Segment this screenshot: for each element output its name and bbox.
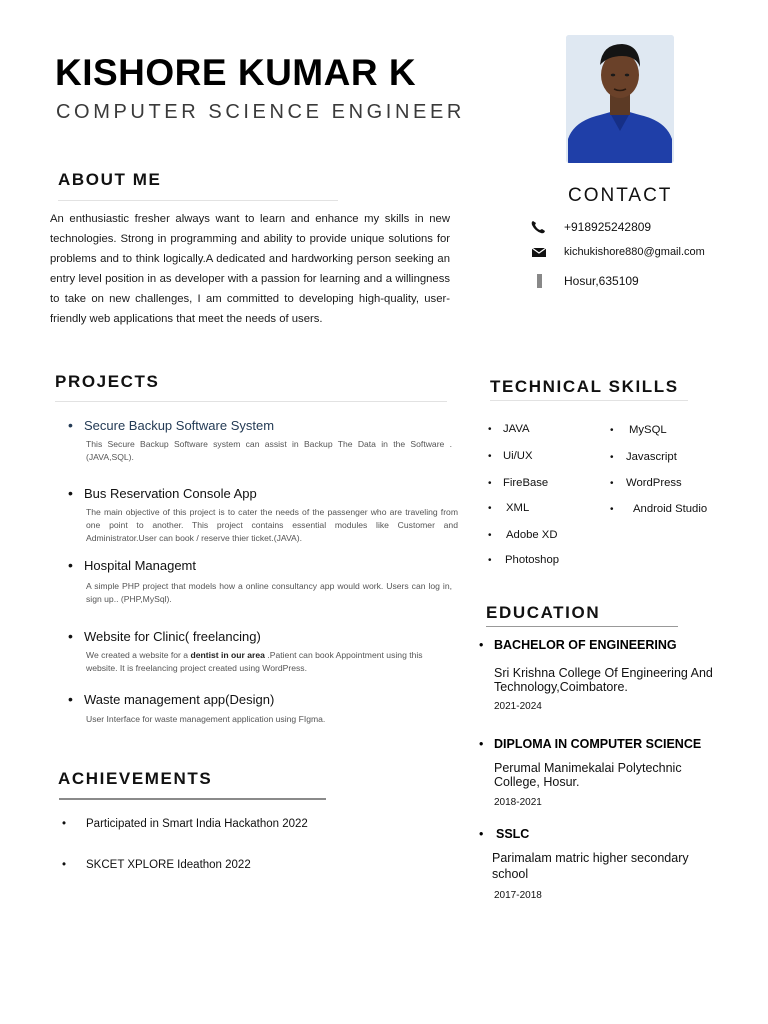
education-years: 2018-2021	[494, 797, 542, 808]
skill-item: • Javascript	[610, 451, 677, 463]
skill-label: MySQL	[629, 424, 667, 436]
project-name: • Secure Backup Software System	[68, 418, 448, 433]
project-name: • Website for Clinic( freelancing)	[68, 629, 448, 644]
education-school: Sri Krishna College Of Engineering And Technology,Coimbatore.	[494, 666, 713, 694]
skill-item: • Ui/UX	[488, 450, 533, 462]
project-name: • Waste management app(Design)	[68, 692, 448, 707]
skill-label: Android Studio	[633, 503, 708, 515]
contact-location-text: Hosur,635109	[564, 273, 639, 288]
skill-item: • JAVA	[488, 423, 530, 435]
project-desc-bold: dentist in our area	[190, 650, 265, 660]
project-item	[68, 629, 448, 675]
skill-item: • MySQL	[610, 424, 667, 436]
skill-item: • FireBase	[488, 477, 549, 489]
project-item	[68, 692, 448, 726]
project-desc: A simple PHP project that models how a online consultancy app would work. Users can log in, sign up.. (PHP,MySql).	[86, 581, 452, 604]
education-school: Parimalam matric higher secondary school	[492, 851, 689, 881]
skill-label: Adobe XD	[506, 529, 558, 541]
mail-icon	[530, 245, 548, 259]
project-name: • Hospital Managemt	[68, 558, 448, 573]
project-desc: User Interface for waste management application using FIgma.	[86, 714, 326, 724]
phone-icon	[530, 220, 548, 234]
projects-title: PROJECTS	[55, 372, 160, 391]
profile-photo-image	[566, 35, 674, 163]
education-degree-text: SSLC	[496, 827, 530, 841]
skill-label: FireBase	[503, 477, 549, 489]
skill-label: XML	[506, 502, 530, 514]
skill-item: • XML	[488, 502, 530, 514]
skills-divider	[490, 400, 688, 401]
project-name: • Bus Reservation Console App	[68, 486, 448, 501]
project-desc: The main objective of this project is to cater the needs of the passenger who are traveling from one point to another. This project contains essential modules like Customer and Administrator.User can book / reserve thier ticket.(JAVA).	[86, 507, 458, 543]
projects-divider	[55, 401, 447, 402]
education-years: 2021-2024	[494, 701, 542, 712]
skill-item: • Photoshop	[488, 554, 560, 566]
project-item	[68, 558, 452, 606]
about-text: An enthusiastic fresher always want to learn and enhance my skills in new technologies. Strong in programming and ability to provide unique solutions for problems and to think logically.A dedicated and hardworking person seeking an entry level position in as developer with a passion for learning and a willingness to take on new challenges, I am committed to developing high-quality, user-friendly web applications that meet the needs of users.	[50, 213, 450, 325]
project-item	[68, 486, 458, 545]
achievement-text: SKCET XPLORE Ideathon 2022	[86, 859, 251, 871]
skill-label: Photoshop	[505, 554, 560, 566]
education-divider	[486, 626, 678, 627]
education-degree: • SSLC	[479, 827, 530, 841]
profile-photo	[566, 35, 674, 163]
project-desc	[68, 649, 452, 675]
achievements-divider	[59, 798, 326, 800]
location-icon	[530, 274, 548, 288]
education-degree-text: DIPLOMA IN COMPUTER SCIENCE	[494, 737, 702, 751]
candidate-name: KISHORE KUMAR K	[55, 52, 417, 93]
achievements-title: ACHIEVEMENTS	[58, 769, 213, 788]
achievement-text: Participated in Smart India Hackathon 2022	[86, 818, 308, 830]
skill-label: Javascript	[626, 451, 677, 463]
project-desc-post: .Patient can book Appointment using this website. It is freelancing project created using WordPress.	[86, 650, 423, 673]
skill-item: • WordPress	[610, 477, 682, 489]
education-degree-text: BACHELOR OF ENGINEERING	[494, 638, 677, 652]
education-degree: • BACHELOR OF ENGINEERING	[479, 638, 677, 652]
skill-item: • Adobe XD	[488, 529, 558, 541]
education-degree: • DIPLOMA IN COMPUTER SCIENCE	[479, 737, 702, 751]
contact-location	[530, 273, 639, 288]
about-title: ABOUT ME	[58, 170, 162, 189]
skill-item: • Android Studio	[610, 503, 708, 515]
skill-label: WordPress	[626, 477, 682, 489]
project-desc-pre: We created a website for a	[86, 650, 191, 660]
skill-label: Ui/UX	[503, 450, 533, 462]
education-title: EDUCATION	[486, 603, 601, 622]
achievement-item: • Participated in Smart India Hackathon 2022	[62, 818, 308, 830]
contact-email	[530, 245, 705, 259]
skill-label: JAVA	[503, 423, 530, 435]
candidate-role: COMPUTER SCIENCE ENGINEER	[56, 101, 465, 123]
skills-title: TECHNICAL SKILLS	[490, 377, 679, 396]
about-divider	[58, 200, 338, 201]
contact-title: CONTACT	[568, 185, 673, 206]
contact-phone	[530, 219, 651, 234]
contact-phone-text: +918925242809	[564, 219, 652, 234]
project-item	[68, 418, 452, 464]
education-school: Perumal Manimekalai Polytechnic College, Hosur.	[494, 761, 682, 789]
achievement-item: • SKCET XPLORE Ideathon 2022	[62, 859, 251, 871]
education-years: 2017-2018	[494, 890, 542, 901]
project-desc: This Secure Backup Software system can assist in Backup The Data in the Software .(JAVA,SQL).	[86, 439, 452, 462]
contact-email-text: kichukishore880@gmail.com	[564, 246, 705, 258]
